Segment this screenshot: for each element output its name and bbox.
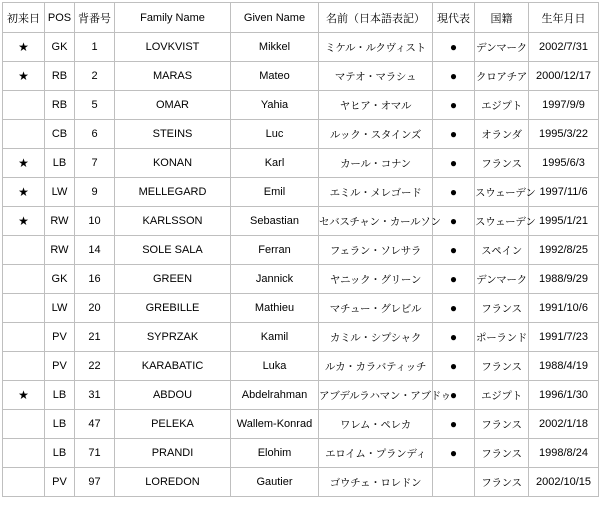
position-cell: RB (45, 91, 75, 120)
date-of-birth-cell: 1996/1/30 (529, 381, 599, 410)
position-cell: PV (45, 352, 75, 381)
given-name-cell: Wallem-Konrad (231, 410, 319, 439)
current-national-team-dot: ● (433, 149, 475, 178)
given-name-cell: Luc (231, 120, 319, 149)
header-nationality: 国籍 (475, 3, 529, 33)
current-national-team-dot: ● (433, 265, 475, 294)
date-of-birth-cell: 1997/9/9 (529, 91, 599, 120)
japanese-name-cell: カミル・シプシャク (319, 323, 433, 352)
family-name-cell: KARABATIC (115, 352, 231, 381)
family-name-cell: OMAR (115, 91, 231, 120)
nationality-cell: フランス (475, 410, 529, 439)
jersey-number-cell: 21 (75, 323, 115, 352)
jersey-number-cell: 16 (75, 265, 115, 294)
given-name-cell: Mikkel (231, 33, 319, 62)
position-cell: PV (45, 468, 75, 497)
nationality-cell: オランダ (475, 120, 529, 149)
jersey-number-cell: 10 (75, 207, 115, 236)
first-visit-star (3, 323, 45, 352)
family-name-cell: PELEKA (115, 410, 231, 439)
position-cell: LB (45, 381, 75, 410)
given-name-cell: Mathieu (231, 294, 319, 323)
family-name-cell: LOREDON (115, 468, 231, 497)
first-visit-star (3, 120, 45, 149)
position-cell: GK (45, 265, 75, 294)
first-visit-star (3, 91, 45, 120)
position-cell: LB (45, 410, 75, 439)
japanese-name-cell: ミケル・ルクヴィスト (319, 33, 433, 62)
first-visit-star: ★ (3, 178, 45, 207)
header-current-national-team: 現代表 (433, 3, 475, 33)
family-name-cell: SOLE SALA (115, 236, 231, 265)
first-visit-star (3, 410, 45, 439)
first-visit-star (3, 468, 45, 497)
jersey-number-cell: 22 (75, 352, 115, 381)
header-jersey-number: 背番号 (75, 3, 115, 33)
jersey-number-cell: 14 (75, 236, 115, 265)
first-visit-star (3, 236, 45, 265)
family-name-cell: SYPRZAK (115, 323, 231, 352)
date-of-birth-cell: 1988/9/29 (529, 265, 599, 294)
position-cell: RW (45, 236, 75, 265)
table-row (3, 91, 599, 120)
current-national-team-dot: ● (433, 236, 475, 265)
nationality-cell: フランス (475, 294, 529, 323)
current-national-team-dot: ● (433, 120, 475, 149)
nationality-cell: デンマーク (475, 33, 529, 62)
jersey-number-cell: 9 (75, 178, 115, 207)
header-given-name: Given Name (231, 3, 319, 33)
family-name-cell: GREBILLE (115, 294, 231, 323)
header-first-visit: 初来日 (3, 3, 45, 33)
nationality-cell: スウェーデン (475, 207, 529, 236)
position-cell: LB (45, 439, 75, 468)
given-name-cell: Jannick (231, 265, 319, 294)
current-national-team-dot: ● (433, 33, 475, 62)
nationality-cell: クロアチア (475, 62, 529, 91)
given-name-cell: Gautier (231, 468, 319, 497)
table-row (3, 178, 599, 207)
jersey-number-cell: 71 (75, 439, 115, 468)
family-name-cell: GREEN (115, 265, 231, 294)
first-visit-star: ★ (3, 149, 45, 178)
first-visit-star: ★ (3, 207, 45, 236)
table-row (3, 62, 599, 91)
nationality-cell: スペイン (475, 236, 529, 265)
japanese-name-cell: ヤヒア・オマル (319, 91, 433, 120)
player-roster-table (2, 2, 599, 497)
first-visit-star (3, 352, 45, 381)
position-cell: GK (45, 33, 75, 62)
family-name-cell: MARAS (115, 62, 231, 91)
current-national-team-dot (433, 468, 475, 497)
given-name-cell: Karl (231, 149, 319, 178)
table-row (3, 236, 599, 265)
current-national-team-dot: ● (433, 323, 475, 352)
header-row (3, 3, 599, 33)
current-national-team-dot: ● (433, 294, 475, 323)
date-of-birth-cell: 2000/12/17 (529, 62, 599, 91)
header-date-of-birth: 生年月日 (529, 3, 599, 33)
first-visit-star: ★ (3, 33, 45, 62)
current-national-team-dot: ● (433, 381, 475, 410)
date-of-birth-cell: 1995/6/3 (529, 149, 599, 178)
japanese-name-cell: カール・コナン (319, 149, 433, 178)
japanese-name-cell: アブデルラハマン・アブドゥ (319, 381, 433, 410)
date-of-birth-cell: 2002/10/15 (529, 468, 599, 497)
family-name-cell: KONAN (115, 149, 231, 178)
jersey-number-cell: 2 (75, 62, 115, 91)
table-row (3, 294, 599, 323)
nationality-cell: フランス (475, 149, 529, 178)
current-national-team-dot: ● (433, 439, 475, 468)
japanese-name-cell: ゴウチェ・ロレドン (319, 468, 433, 497)
position-cell: RB (45, 62, 75, 91)
first-visit-star: ★ (3, 381, 45, 410)
header-position: POS (45, 3, 75, 33)
table-row (3, 265, 599, 294)
given-name-cell: Sebastian (231, 207, 319, 236)
first-visit-star (3, 294, 45, 323)
table-row (3, 468, 599, 497)
nationality-cell: フランス (475, 468, 529, 497)
japanese-name-cell: マチュー・グレビル (319, 294, 433, 323)
family-name-cell: STEINS (115, 120, 231, 149)
current-national-team-dot: ● (433, 207, 475, 236)
current-national-team-dot: ● (433, 91, 475, 120)
jersey-number-cell: 1 (75, 33, 115, 62)
table-row (3, 381, 599, 410)
japanese-name-cell: ルック・スタインズ (319, 120, 433, 149)
given-name-cell: Mateo (231, 62, 319, 91)
table-row (3, 410, 599, 439)
date-of-birth-cell: 1995/1/21 (529, 207, 599, 236)
table-row (3, 149, 599, 178)
japanese-name-cell: エミル・メレゴード (319, 178, 433, 207)
date-of-birth-cell: 1991/7/23 (529, 323, 599, 352)
nationality-cell: ポーランド (475, 323, 529, 352)
position-cell: CB (45, 120, 75, 149)
jersey-number-cell: 47 (75, 410, 115, 439)
current-national-team-dot: ● (433, 352, 475, 381)
date-of-birth-cell: 1992/8/25 (529, 236, 599, 265)
current-national-team-dot: ● (433, 410, 475, 439)
family-name-cell: LOVKVIST (115, 33, 231, 62)
nationality-cell: エジプト (475, 381, 529, 410)
position-cell: LW (45, 294, 75, 323)
japanese-name-cell: エロイム・プランディ (319, 439, 433, 468)
given-name-cell: Emil (231, 178, 319, 207)
header-japanese-name: 名前（日本語表記） (319, 3, 433, 33)
first-visit-star (3, 439, 45, 468)
japanese-name-cell: ルカ・カラバティッチ (319, 352, 433, 381)
jersey-number-cell: 31 (75, 381, 115, 410)
given-name-cell: Kamil (231, 323, 319, 352)
date-of-birth-cell: 2002/7/31 (529, 33, 599, 62)
table-row (3, 33, 599, 62)
given-name-cell: Abdelrahman (231, 381, 319, 410)
given-name-cell: Luka (231, 352, 319, 381)
position-cell: LB (45, 149, 75, 178)
family-name-cell: MELLEGARD (115, 178, 231, 207)
jersey-number-cell: 5 (75, 91, 115, 120)
roster-body (3, 33, 599, 497)
family-name-cell: PRANDI (115, 439, 231, 468)
position-cell: PV (45, 323, 75, 352)
japanese-name-cell: ヤニック・グリーン (319, 265, 433, 294)
table-row (3, 120, 599, 149)
table-row (3, 439, 599, 468)
nationality-cell: デンマーク (475, 265, 529, 294)
first-visit-star (3, 265, 45, 294)
date-of-birth-cell: 1998/8/24 (529, 439, 599, 468)
japanese-name-cell: ワレム・ペレカ (319, 410, 433, 439)
first-visit-star: ★ (3, 62, 45, 91)
jersey-number-cell: 6 (75, 120, 115, 149)
family-name-cell: ABDOU (115, 381, 231, 410)
position-cell: RW (45, 207, 75, 236)
position-cell: LW (45, 178, 75, 207)
family-name-cell: KARLSSON (115, 207, 231, 236)
table-row (3, 207, 599, 236)
current-national-team-dot: ● (433, 178, 475, 207)
japanese-name-cell: セバスチャン・カールソン (319, 207, 433, 236)
jersey-number-cell: 7 (75, 149, 115, 178)
date-of-birth-cell: 2002/1/18 (529, 410, 599, 439)
japanese-name-cell: フェラン・ソレサラ (319, 236, 433, 265)
table-row (3, 352, 599, 381)
nationality-cell: スウェーデン (475, 178, 529, 207)
date-of-birth-cell: 1991/10/6 (529, 294, 599, 323)
current-national-team-dot: ● (433, 62, 475, 91)
nationality-cell: エジプト (475, 91, 529, 120)
date-of-birth-cell: 1997/11/6 (529, 178, 599, 207)
date-of-birth-cell: 1995/3/22 (529, 120, 599, 149)
given-name-cell: Yahia (231, 91, 319, 120)
jersey-number-cell: 97 (75, 468, 115, 497)
header-family-name: Family Name (115, 3, 231, 33)
jersey-number-cell: 20 (75, 294, 115, 323)
nationality-cell: フランス (475, 439, 529, 468)
nationality-cell: フランス (475, 352, 529, 381)
given-name-cell: Elohim (231, 439, 319, 468)
table-row (3, 323, 599, 352)
given-name-cell: Ferran (231, 236, 319, 265)
date-of-birth-cell: 1988/4/19 (529, 352, 599, 381)
japanese-name-cell: マテオ・マラシュ (319, 62, 433, 91)
